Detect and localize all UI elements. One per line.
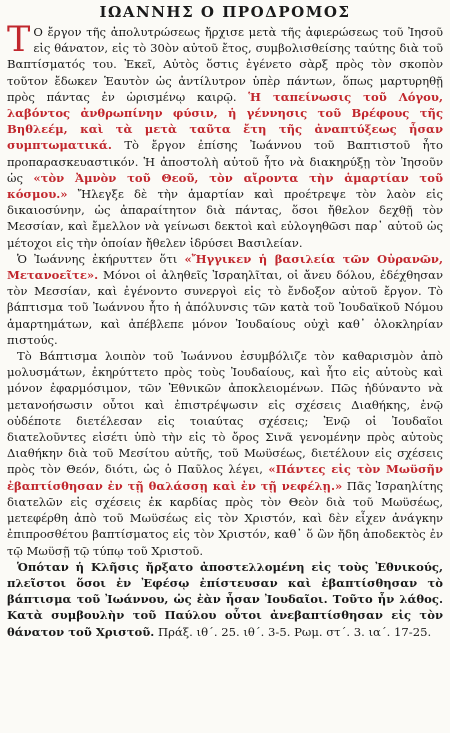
drop-cap: Τ	[7, 20, 31, 60]
highlighted-quote: «Πάντες εἰς τὸν Μωϋσῆν ἐβαπτίσθησαν ἐν τῇ θαλάσσῃ καὶ ἐν τῇ νεφέλῃ.»	[7, 462, 443, 493]
highlighted-quote: Ἡ ταπείνωσις τοῦ Λόγου, λαβόντος ἀνθρωπίνην φύσιν, ἡ γέννησις τοῦ Βρέφους τῆς Βηθλεέμ, καὶ τὰ μετὰ ταῦτα ἔτη τῆς ἀναπτύξεως ἦσαν συμπτωματικά.	[7, 89, 443, 153]
article-body	[7, 20, 443, 640]
highlighted-quote: «Ἤγγικεν ἡ βασιλεία τῶν Οὐρανῶν, Μετανοεῖτε».	[7, 251, 443, 283]
paragraph	[7, 559, 443, 640]
emphasized-text: Ὁπόταν ἡ Κλῆσις ἤρξατο ἀποστελλομένη εἰς τοὺς Ἐθνικούς, πλεῖστοι ὅσοι ἐν Ἐφέσῳ ἐπίστευσαν καὶ ἐβαπτίσθησαν τὸ βάπτισμα τοῦ Ἰωάννου, ὡς ἐὰν ἦσαν Ἰουδαῖοι. Τοῦτο ἦν λάθος. Κατὰ συμβουλὴν τοῦ Παύλου οὗτοι ἀνεβαπτίσθησαν εἰς τὸν θάνατον τοῦ Χριστοῦ.	[7, 559, 443, 639]
highlighted-quote: «τὸν Ἀμνὸν τοῦ Θεοῦ, τὸν αἴροντα τὴν ἁμαρτίαν τοῦ κόσμου.»	[7, 170, 443, 202]
body-text-run: Ὁ Ἰωάννης ἐκήρυττεν ὅτι	[17, 251, 185, 266]
body-text-run: Τὸ Βάπτισμα λοιπὸν τοῦ Ἰωάννου ἐσυμβόλιζε τὸν καθαρισμὸν ἀπὸ μολυσμάτων, ἐκηρύττετο πρὸς τοὺς Ἰουδαίους, καὶ ἦτο εἰς αὐτοὺς καὶ μόνον ἐφαρμόσιμον, τῶν Ἐθνικῶν ἀποκλειομένων. Πῶς ἠδύναντο νὰ μετανοήσωσιν οὗτοι καὶ ἐπιστρέψωσιν εἰς σχέσεις Διαθήκης, ἐνῷ οὐδέποτε διετέλεσαν εἰς τοιαύτας σχέσεις; Ἐνῷ οἱ Ἰουδαῖοι διατελοῦντες εἰσέτι ὑπὸ τὴν εἰς τὸ ὄρος Σινᾶ γενομένην πρὸς αὐτοὺς Διαθήκην διὰ τοῦ Μεσίτου αὐτῆς, τοῦ Μωϋσέως, διετέλουν εἰς σχέσεις πρὸς τὸν Θεόν, διότι, ὡς ὁ Παῦλος λέγει,	[7, 349, 443, 477]
body-text-run: Μόνοι οἱ ἀληθεῖς Ἰσραηλῖται, οἱ ἄνευ δόλου, ἐδέχθησαν τὸν Μεσσίαν, καὶ ἐγένοντο συνεργοὶ εἰς τὸ ἔνδοξον αὐτοῦ ἔργον. Τὸ βάπτισμα τοῦ Ἰωάννου ἦτο ἡ ἀπόλυνσις τῶν κατὰ τοῦ Ἰουδαϊκοῦ Νόμου ἁμαρτημάτων, καὶ ἀπέβλεπε μόνον Ἰουδαίους οὐχὶ καθ᾽ ὁλοκληρίαν πιστούς.	[7, 268, 443, 347]
body-text-run: Τὸ ἔργον ἐπίσης Ἰωάννου τοῦ Βαπτιστοῦ ἦτο προπαρασκευαστικόν. Ἡ ἀποστολὴ αὐτοῦ ἦτο νὰ διακηρύξῃ τὸν Ἰησοῦν ὡς	[7, 138, 443, 185]
paragraph	[7, 20, 443, 251]
body-text-run: Πράξ. ιθ΄. 25. ιθ΄. 3-5. Ρωμ. στ΄. 3. ια΄. 17-25.	[154, 624, 432, 639]
body-text-run: Ο ἔργον τῆς ἀπολυτρώσεως ἤρχισε μετὰ τῆς ἀφιερώσεως τοῦ Ἰησοῦ εἰς θάνατον, εἰς τὸ 30ὸν αὐτοῦ ἔτος, συμβολισθείσης ταύτης διὰ τοῦ Βαπτίσματός του. Ἐκεῖ, Αὐτὸς ὅστις ἐγένετο σὰρξ πρὸς τὸν σκοπὸν τοῦτον ἔδωκεν Ἑαυτὸν ὡς ἀντίλυτρον ὑπὲρ πάντων, ὅπως μαρτυρηθῇ πρὸς πάντας ἐν ὡρισμένῳ καιρῷ.	[7, 25, 443, 104]
body-text-run: Ἤλεγξε δὲ τὴν ἁμαρτίαν καὶ προέτρεψε τὸν λαὸν εἰς δικαιοσύνην, ὡς ἀπαραίτητον διὰ πάντας, ὅσοι ἤθελον δεχθῇ τὸν Μεσσίαν, καὶ ἔμελλον νὰ γείνωσι δεκτοὶ καὶ εὐλογηθῶσι παρ᾽ αὐτοῦ ὡς μέτοχοι εἰς τὴν ὁποίαν ἤθελεν ἱδρύσει Βασιλείαν.	[7, 187, 443, 250]
paragraph	[7, 348, 443, 559]
body-text-run: Πᾶς Ἰσραηλίτης διατελῶν εἰς σχέσεις ἐκ καρδίας πρὸς τὸν Θεὸν διὰ τοῦ Μωϋσέως, μετεφέρθη ἀπὸ τοῦ Μωϋσέως εἰς τὸν Χριστόν, καὶ δὲν εἶχεν ἀνάγκην ἐπιπροσθέτου βαπτίσματος εἰς τὸν Χριστόν, καθ᾽ ὅ ὢν ἤδη ἀποδεκτὸς ἐν τῷ Μωϋσῇ τῷ τύπῳ τοῦ Χριστοῦ.	[7, 478, 443, 558]
document-title: ΙΩΑΝΝΗΣ Ο ΠΡΟΔΡΟΜΟΣ	[99, 3, 351, 21]
paragraph	[7, 251, 443, 348]
